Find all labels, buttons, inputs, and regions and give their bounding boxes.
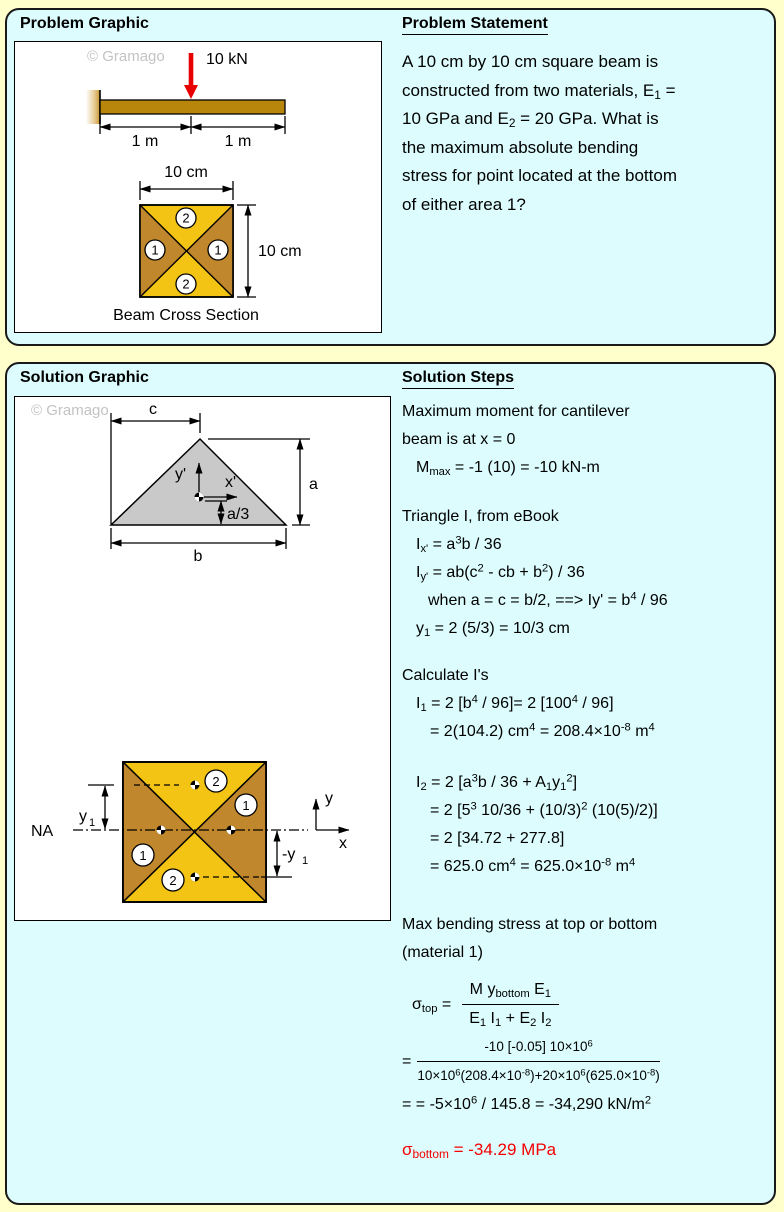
watermark-text: © Gramago <box>87 48 165 65</box>
wall-support <box>86 90 100 124</box>
area2-number: 2 <box>182 210 190 226</box>
na-label: NA <box>31 823 54 840</box>
step-line: $\sigma_{top}$ = $\frac{M y_{bottom} E_1}{E_1 I_1 + E_2 I_2}$ <box>402 979 780 1030</box>
y1-label-sub: 1 <box>89 817 96 829</box>
step-line: = 2(104.2) $cm^4 = 208.4\times 10^{-8}$ $m^4$ <box>430 721 655 740</box>
force-label: 10 kN <box>206 51 248 68</box>
step-line: Maximum moment for cantilever <box>402 403 630 420</box>
problem-statement-text: A 10 cm by 10 cm square beam is constructed from two materials, $E_1$ = 10 GPa and $E_2 = 20$ GPa. What is the maximum absolute bending stress for point located at the bottom of either area 1? <box>402 52 677 214</box>
problem-panel-title: Problem Graphic <box>20 15 149 32</box>
watermark-text: © Gramago <box>31 402 109 419</box>
dim-label-right: 1 m <box>224 133 252 150</box>
neg-y1-label: -y <box>282 846 296 863</box>
problem-graphic-box <box>14 41 382 333</box>
solution-panel <box>5 362 776 1205</box>
area1-number: 1 <box>139 848 147 863</box>
y-axis-label: y <box>325 790 333 807</box>
area2-number: 2 <box>169 873 177 888</box>
load-arrow-head <box>184 85 198 99</box>
step-line: Triangle I, from eBook <box>402 508 559 525</box>
step-line: $I_2 = 2$ $[a^3b / 36 + A_1y_1^2]$ <box>416 772 578 793</box>
step-line: Max bending stress at top or bottom <box>402 916 658 933</box>
step-line: beam is at x = 0 <box>402 431 516 448</box>
x-prime-label: x' <box>225 474 237 491</box>
area2-number: 2 <box>212 774 220 789</box>
step-line: $M_{max} = -1$ (10) = -10 kN-m <box>416 459 600 478</box>
step-line: (material 1) <box>402 944 483 961</box>
solution-steps-column <box>402 369 780 1164</box>
area1-number: 1 <box>214 242 222 258</box>
c-label: c <box>149 401 157 418</box>
step-line: $I_{y'} = ab(c^2$ - cb + $b^2) / 36$ <box>416 562 585 583</box>
a-label: a <box>309 476 318 493</box>
step-line: when a = c = b/2, ==> $Iy' = b^4 / 96$ <box>428 590 668 609</box>
x-axis-label: x <box>339 835 347 852</box>
problem-statement-title: Problem Statement <box>402 15 548 35</box>
step-line: $\sigma_{bottom} = -34.29$ MPa <box>402 1140 557 1161</box>
y1-label: y <box>79 808 87 825</box>
problem-statement-column <box>402 15 780 219</box>
problem-graphic-canvas <box>15 42 381 332</box>
step-line: = 625.0 $cm^4 = 625.0\times 10^{-8}$ $m^4$ <box>430 856 636 875</box>
area1-number: 1 <box>151 242 159 258</box>
solution-panel-title: Solution Graphic <box>20 369 149 386</box>
beam-bar <box>100 100 285 114</box>
solution-steps-title: Solution Steps <box>402 369 514 389</box>
step-line: Calculate I's <box>402 667 489 684</box>
cross-section-caption: Beam Cross Section <box>113 307 259 324</box>
problem-panel <box>5 8 776 346</box>
step-line: $y_1 = 2$ (5/3) = 10/3 cm <box>416 620 570 639</box>
y-prime-label: y' <box>175 466 187 483</box>
step-line: = = $-5\times 10^6 / 145.8 = -34,290$ $kN/m^2$ <box>402 1094 652 1113</box>
solution-steps-list <box>402 398 780 1164</box>
step-line: = 2 [$5^3$ $10/36 + (10/3)^2$ (10(5)/2)] <box>430 800 658 819</box>
step-line: = $\frac{-10 [-0.05] 10\times 10^6}{10\times 10^6(208.4\times 10^{-8})+20\times 10^6(625.0\times 10^{-8})}$ <box>402 1036 780 1087</box>
step-line: = 2 [34.72 + 277.8] <box>430 830 565 847</box>
height-label: 10 cm <box>258 243 302 260</box>
solution-graphic-canvas <box>15 397 390 920</box>
area1-number: 1 <box>242 798 250 813</box>
solution-graphic-box <box>14 396 391 921</box>
dim-label-left: 1 m <box>131 133 159 150</box>
neg-y1-label-sub: 1 <box>302 855 309 867</box>
step-line: $I_1 = 2$ $[b^4 / 96]= 2$ $[100^4 / 96]$ <box>416 693 614 714</box>
b-label: b <box>193 548 203 565</box>
step-line: $I_{x'} = a^3b / 36$ <box>416 534 502 555</box>
area2-number: 2 <box>182 276 190 292</box>
width-label: 10 cm <box>164 164 208 181</box>
a3-label: a/3 <box>227 506 250 523</box>
